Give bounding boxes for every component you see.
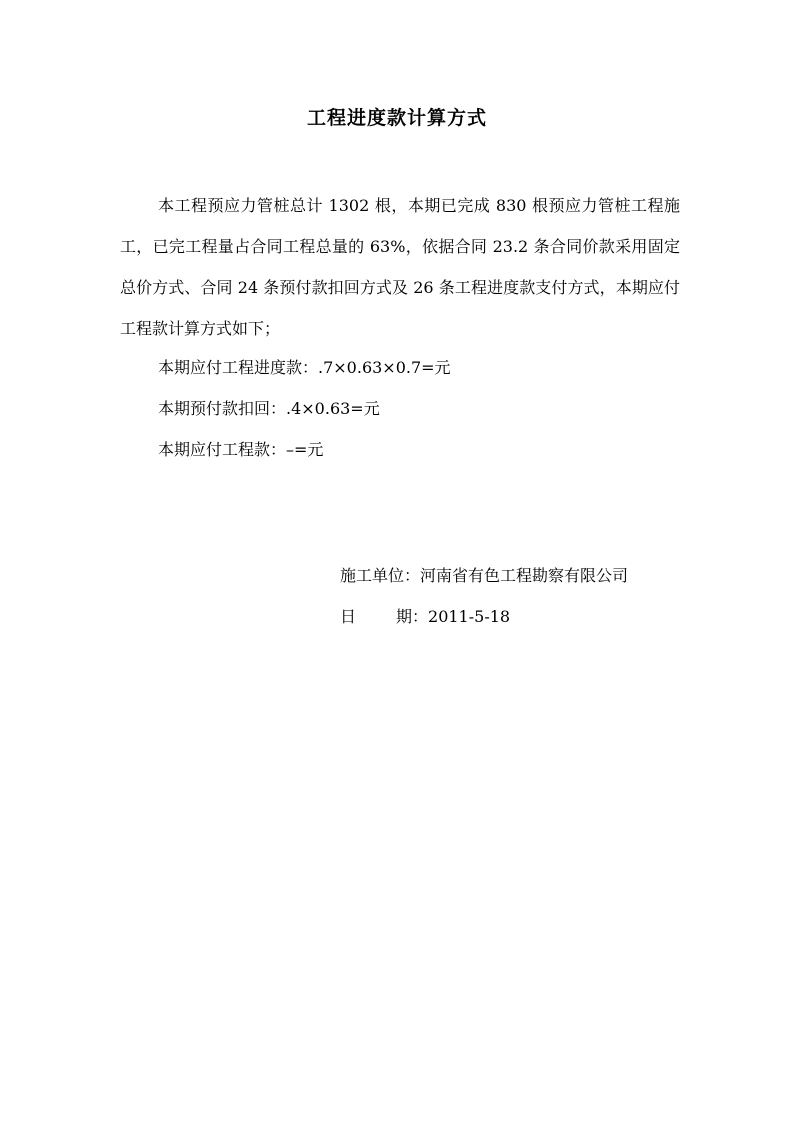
date-line [340, 605, 510, 629]
date-label-first: 日 [340, 607, 357, 626]
body-paragraph: 本工程预应力管桩总计 1302 根，本期已完成 830 根预应力管桩工程施工，已完工程量占合同工程总量的 63%，依据合同 23.2 条合同价款采用固定总价方式、合同 24 条预付款扣回方式及 26 条工程进度款支付方式，本期应付工程款计算方式如下； [120, 196, 680, 338]
payable-amount-line: 本期应付工程款：–=元 [158, 440, 324, 459]
advance-deduction-line: 本期预付款扣回：.4×0.63=元 [158, 399, 380, 418]
date-value: 期：2011-5-18 [396, 607, 511, 626]
construction-unit: 施工单位：河南省有色工程勘察有限公司 [340, 566, 629, 585]
document-title: 工程进度款计算方式 [306, 107, 487, 129]
progress-payment-line: 本期应付工程进度款：.7×0.63×0.7=元 [158, 358, 451, 377]
